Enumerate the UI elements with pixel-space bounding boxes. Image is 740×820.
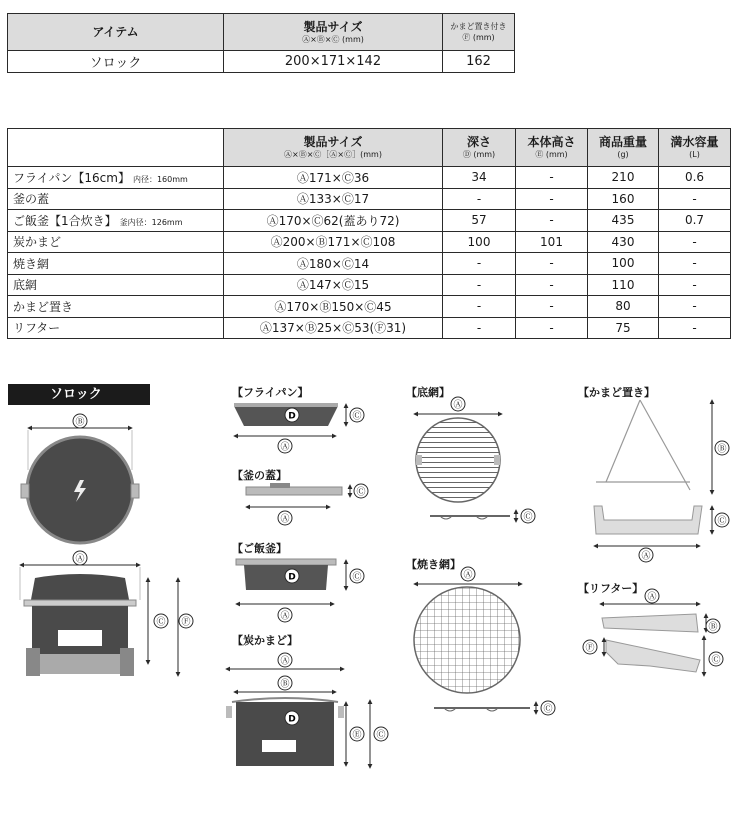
cell-depth: 57 (443, 210, 516, 232)
lid-label: 【釜の蓋】 (232, 469, 287, 482)
svg-text:Ⓒ: Ⓒ (376, 730, 386, 741)
stove-diagram (226, 653, 388, 768)
svg-text:Ⓐ: Ⓐ (280, 442, 290, 453)
cell-capacity: 0.7 (659, 210, 731, 232)
part-name: 釜の蓋 (13, 192, 50, 207)
cell-size: Ⓐ170×Ⓒ62(蓋あり72) (224, 210, 443, 232)
solock-top-view (21, 414, 139, 543)
cell-depth: - (443, 253, 516, 275)
svg-text:Ⓒ: Ⓒ (356, 487, 366, 498)
svg-text:Ⓐ: Ⓐ (647, 592, 657, 603)
svg-text:Ⓐ: Ⓐ (75, 554, 85, 565)
svg-text:Ⓑ: Ⓑ (708, 622, 718, 633)
svg-text:Ⓒ: Ⓒ (543, 704, 553, 715)
svg-text:Ⓕ: Ⓕ (585, 643, 595, 654)
svg-text:Ⓐ: Ⓐ (463, 570, 473, 581)
cell-weight: 110 (588, 274, 659, 296)
cell-height: - (516, 188, 588, 210)
cell-weight: 75 (588, 317, 659, 339)
cell-name: ソロック (8, 51, 224, 73)
cell-with-stand: 162 (443, 51, 515, 73)
svg-text:Ⓒ: Ⓒ (717, 516, 727, 527)
svg-text:D: D (288, 411, 296, 422)
part-note: 釜内径：126mm (119, 217, 183, 227)
cell-depth: - (443, 317, 516, 339)
header-capacity: 満水容量 (L) (659, 129, 731, 167)
svg-text:Ⓕ: Ⓕ (181, 617, 191, 628)
svg-text:Ⓒ: Ⓒ (523, 512, 533, 523)
part-name: 焼き網 (13, 256, 50, 271)
cell-depth: - (443, 274, 516, 296)
cell-height: - (516, 210, 588, 232)
cell-capacity: - (659, 274, 731, 296)
cell-capacity: - (659, 188, 731, 210)
header-height: 本体高さ Ⓔ (mm) (516, 129, 588, 167)
header-size: 製品サイズ Ⓐ×Ⓑ×Ⓒ (mm) (224, 14, 443, 51)
svg-text:Ⓔ: Ⓔ (352, 730, 362, 741)
part-name: 炭かまど (13, 235, 62, 250)
cell-size: Ⓐ171×Ⓒ36 (224, 167, 443, 189)
solock-side-view (20, 551, 193, 676)
cell-height: - (516, 167, 588, 189)
cell-depth: - (443, 296, 516, 318)
ricepot-label: 【ご飯釜】 (232, 542, 287, 555)
cell-height: - (516, 296, 588, 318)
svg-text:Ⓐ: Ⓐ (641, 551, 651, 562)
frypan-diagram (234, 403, 364, 453)
header-with-stand: かまど置き付き Ⓕ (mm) (443, 14, 515, 51)
cell-height: - (516, 253, 588, 275)
solock-banner: ソロック (8, 384, 150, 405)
cell-height: - (516, 317, 588, 339)
cell-height: - (516, 274, 588, 296)
stove-label: 【炭かまど】 (232, 634, 298, 647)
cell-size: Ⓐ170×Ⓑ150×Ⓒ45 (224, 296, 443, 318)
cell-capacity: - (659, 296, 731, 318)
grill-net-label: 【焼き網】 (406, 558, 461, 571)
bottom-net-label: 【底網】 (406, 386, 450, 399)
cell-size: Ⓐ133×Ⓒ17 (224, 188, 443, 210)
part-name: フライパン【16cm】 (13, 170, 130, 185)
cell-size: Ⓐ137×Ⓑ25×Ⓒ53(Ⓕ31) (224, 317, 443, 339)
cell-depth: 34 (443, 167, 516, 189)
ricepot-diagram (236, 559, 364, 622)
cell-capacity: - (659, 231, 731, 253)
part-name: かまど置き (13, 299, 74, 314)
lifter-diagram (583, 589, 723, 676)
svg-text:Ⓑ: Ⓑ (75, 417, 85, 428)
svg-text:Ⓑ: Ⓑ (717, 444, 727, 455)
svg-text:Ⓒ: Ⓒ (352, 572, 362, 583)
svg-text:Ⓐ: Ⓐ (280, 656, 290, 667)
part-note: 内径：160mm (132, 174, 188, 184)
svg-text:Ⓑ: Ⓑ (280, 679, 290, 690)
cell-weight: 160 (588, 188, 659, 210)
cell-weight: 80 (588, 296, 659, 318)
cell-depth: - (443, 188, 516, 210)
cell-capacity: - (659, 317, 731, 339)
part-name: ご飯釜【1合炊き】 (13, 213, 117, 228)
svg-text:Ⓐ: Ⓐ (280, 611, 290, 622)
cell-weight: 100 (588, 253, 659, 275)
svg-text:D: D (288, 714, 296, 725)
bottom-net-diagram (414, 397, 535, 523)
svg-text:D: D (288, 572, 296, 583)
svg-text:Ⓐ: Ⓐ (453, 400, 463, 411)
header-size: 製品サイズ Ⓐ×Ⓑ×Ⓒ［Ⓐ×Ⓒ］(mm) (224, 129, 443, 167)
svg-text:Ⓒ: Ⓒ (711, 655, 721, 666)
cell-size: 200×171×142 (224, 51, 443, 73)
part-name: リフター (13, 321, 61, 336)
grill-net-diagram (414, 567, 555, 715)
svg-text:Ⓐ: Ⓐ (280, 514, 290, 525)
cell-weight: 435 (588, 210, 659, 232)
cell-weight: 430 (588, 231, 659, 253)
cell-size: Ⓐ200×Ⓑ171×Ⓒ108 (224, 231, 443, 253)
stand-diagram (594, 400, 729, 562)
frypan-label: 【フライパン】 (232, 386, 309, 399)
lid-diagram (246, 483, 368, 525)
cell-depth: 100 (443, 231, 516, 253)
part-name: 底網 (13, 278, 38, 293)
cell-capacity: - (659, 253, 731, 275)
cell-size: Ⓐ147×Ⓒ15 (224, 274, 443, 296)
lifter-label: 【リフター】 (578, 582, 644, 595)
svg-text:Ⓒ: Ⓒ (156, 617, 166, 628)
cell-height: 101 (516, 231, 588, 253)
header-depth: 深さ Ⓓ (mm) (443, 129, 516, 167)
header-item: アイテム (8, 14, 224, 51)
stand-label: 【かまど置き】 (578, 386, 655, 399)
cell-capacity: 0.6 (659, 167, 731, 189)
header-weight: 商品重量 (g) (588, 129, 659, 167)
svg-text:Ⓒ: Ⓒ (352, 411, 362, 422)
cell-size: Ⓐ180×Ⓒ14 (224, 253, 443, 275)
cell-weight: 210 (588, 167, 659, 189)
